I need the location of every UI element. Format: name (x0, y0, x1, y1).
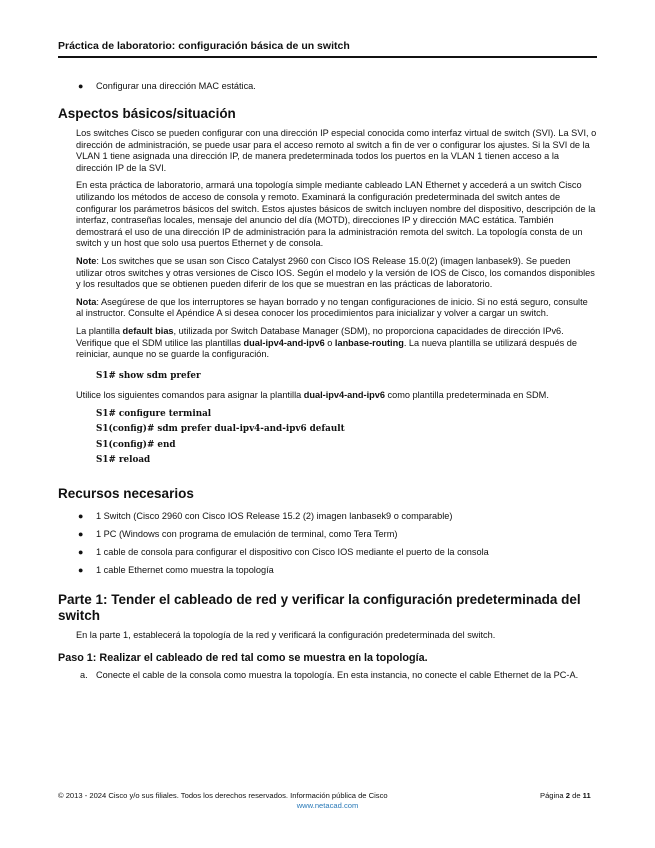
page-current: 2 (565, 791, 570, 800)
bold-term: dual-ipv4-and-ipv6 (243, 337, 325, 348)
bullet-icon: ● (78, 81, 84, 91)
page-header-title: Práctica de laboratorio: configuración básica de un switch (58, 40, 350, 52)
bullet-text: 1 PC (Windows con programa de emulación de terminal, como Tera Term) (96, 528, 398, 539)
bullet-text: 1 Switch (Cisco 2960 con Cisco IOS Release 15.2 (2) imagen lanbasek9 o comparable) (96, 510, 453, 521)
code-line: S1# show sdm prefer (96, 370, 201, 381)
step-text: Conecte el cable de la consola como muestra la topología. En esta instancia, no conecte el cable Ethernet de la PC-A. (96, 670, 579, 681)
paragraph-topology: En esta práctica de laboratorio, armará una topología simple mediante cableado LAN Ethernet y accederá a un switch Cisco utilizando los métodos de acceso de consola y remoto. Examinará la configuración predeterminada del switch antes de configurar los parámetros básicos del switch. Estos ajustes básicos de switch incluyen nombre del dispositivo, descripción de la interfaz, contraseñas locales, mensaje del anuncio del día (MOTD), direcciones IP y dirección MAC estática. También demostrará el uso de una dirección IP de administración para la administración remota del switch. La topología consta de un switch y un host que solo usa puertos Ethernet y de consola. (76, 180, 596, 249)
bullet-icon: ● (78, 528, 84, 539)
bullet-text: 1 cable de consola para configurar el dispositivo con Cisco IOS mediante el puerto de la consola (96, 546, 489, 557)
paragraph-nota (58, 297, 597, 320)
footer-link[interactable]: www.netacad.com (296, 801, 359, 810)
step-item-a (58, 670, 597, 682)
code-line: S1# configure terminal (96, 408, 212, 419)
list-item (58, 528, 597, 540)
code-line: S1(config)# end (96, 439, 176, 450)
text-span: como plantilla predeterminada en SDM. (384, 390, 549, 401)
paragraph-svi: Los switches Cisco se pueden configurar con una dirección IP especial conocida como interfaz virtual de switch (SVI). La SVI, o dirección de administración, se puede usar para el acceso remoto al switch a fin de ver o configurar los ajustes. Si la SVI de la VLAN 1 tiene asignada una dirección IP, de manera predeterminada todos los puertos en la VLAN 1 tienen acceso a la dirección IP de la SVI. (76, 128, 597, 173)
page-sep: de (570, 791, 583, 800)
text-span: , utilizada por Switch Database Manager (SDM), no proporciona capacidades de dirección IPv6. Verifique que el SDM utilice las plantillas (76, 325, 564, 348)
list-item (58, 80, 597, 92)
section-heading-paso1: Paso 1: Realizar el cableado de red tal como se muestra en la topología. (58, 652, 428, 665)
section-heading-parte1: Parte 1: Tender el cableado de red y verificar la configuración predeterminada del switch (58, 591, 581, 623)
page-content (58, 80, 597, 682)
text-span: . La nueva plantilla se utilizará después de reiniciar, aunque no se guarde la configuración. (76, 337, 577, 360)
text-span: La plantilla (76, 325, 123, 336)
paragraph-sdm (58, 326, 597, 361)
page-label: Página (540, 791, 566, 800)
section-heading-aspectos: Aspectos básicos/situación (58, 106, 236, 121)
bold-term: default bias (122, 325, 174, 336)
paragraph-note (58, 256, 597, 291)
step-letter: a. (80, 670, 88, 681)
resources-bullet-list (58, 510, 597, 576)
list-item (58, 546, 597, 558)
bullet-icon: ● (78, 510, 84, 521)
text-span: Utilice los siguientes comandos para asignar la plantilla (76, 390, 304, 401)
nota-text: : Asegúrese de que los interruptores se hayan borrado y no tengan configuraciones de inicio. Si no está seguro, consulte al instructor. Consulte el Apéndice A si desea conocer los procedimientos para inicializar y volver a cargar un switch. (76, 296, 588, 319)
bullet-icon: ● (78, 564, 84, 575)
list-item (58, 564, 597, 576)
text-span: o (324, 337, 335, 348)
note-label: Note (76, 255, 97, 266)
bold-term: lanbase-routing (334, 337, 404, 348)
bold-term: dual-ipv4-and-ipv6 (303, 390, 385, 401)
code-line: S1(config)# sdm prefer dual-ipv4-and-ipv6 default (96, 424, 345, 435)
footer-page-number (540, 791, 591, 800)
page-total: 11 (582, 791, 591, 800)
header-divider (58, 56, 597, 58)
section-heading-recursos: Recursos necesarios (58, 485, 194, 501)
intro-bullet-list (58, 80, 597, 92)
nota-label: Nota (76, 296, 97, 307)
paragraph-parte1: En la parte 1, establecerá la topología de la red y verificará la configuración predeterminada del switch. (76, 629, 496, 640)
bullet-text: 1 cable Ethernet como muestra la topología (96, 564, 274, 575)
note-text: : Los switches que se usan son Cisco Catalyst 2960 con Cisco IOS Release 15.0(2) (imagen lanbasek9). Se pueden utilizar otros switches y otras versiones de Cisco IOS. Según el modelo y la versión de IOS de Cisco, los comandos disponibles y los resultados que se obtienen pueden diferir de los que se muestran en las prácticas de laboratorio. (76, 255, 595, 290)
list-item (58, 510, 597, 522)
bullet-text: Configurar una dirección MAC estática. (96, 81, 256, 91)
code-line: S1# reload (96, 455, 151, 466)
footer-copyright: © 2013 - 2024 Cisco y/o sus filiales. Todos los derechos reservados. Información pública de Cisco (58, 791, 388, 800)
paragraph-assign-template (58, 390, 597, 402)
code-block (58, 407, 597, 469)
bullet-icon: ● (78, 546, 84, 557)
